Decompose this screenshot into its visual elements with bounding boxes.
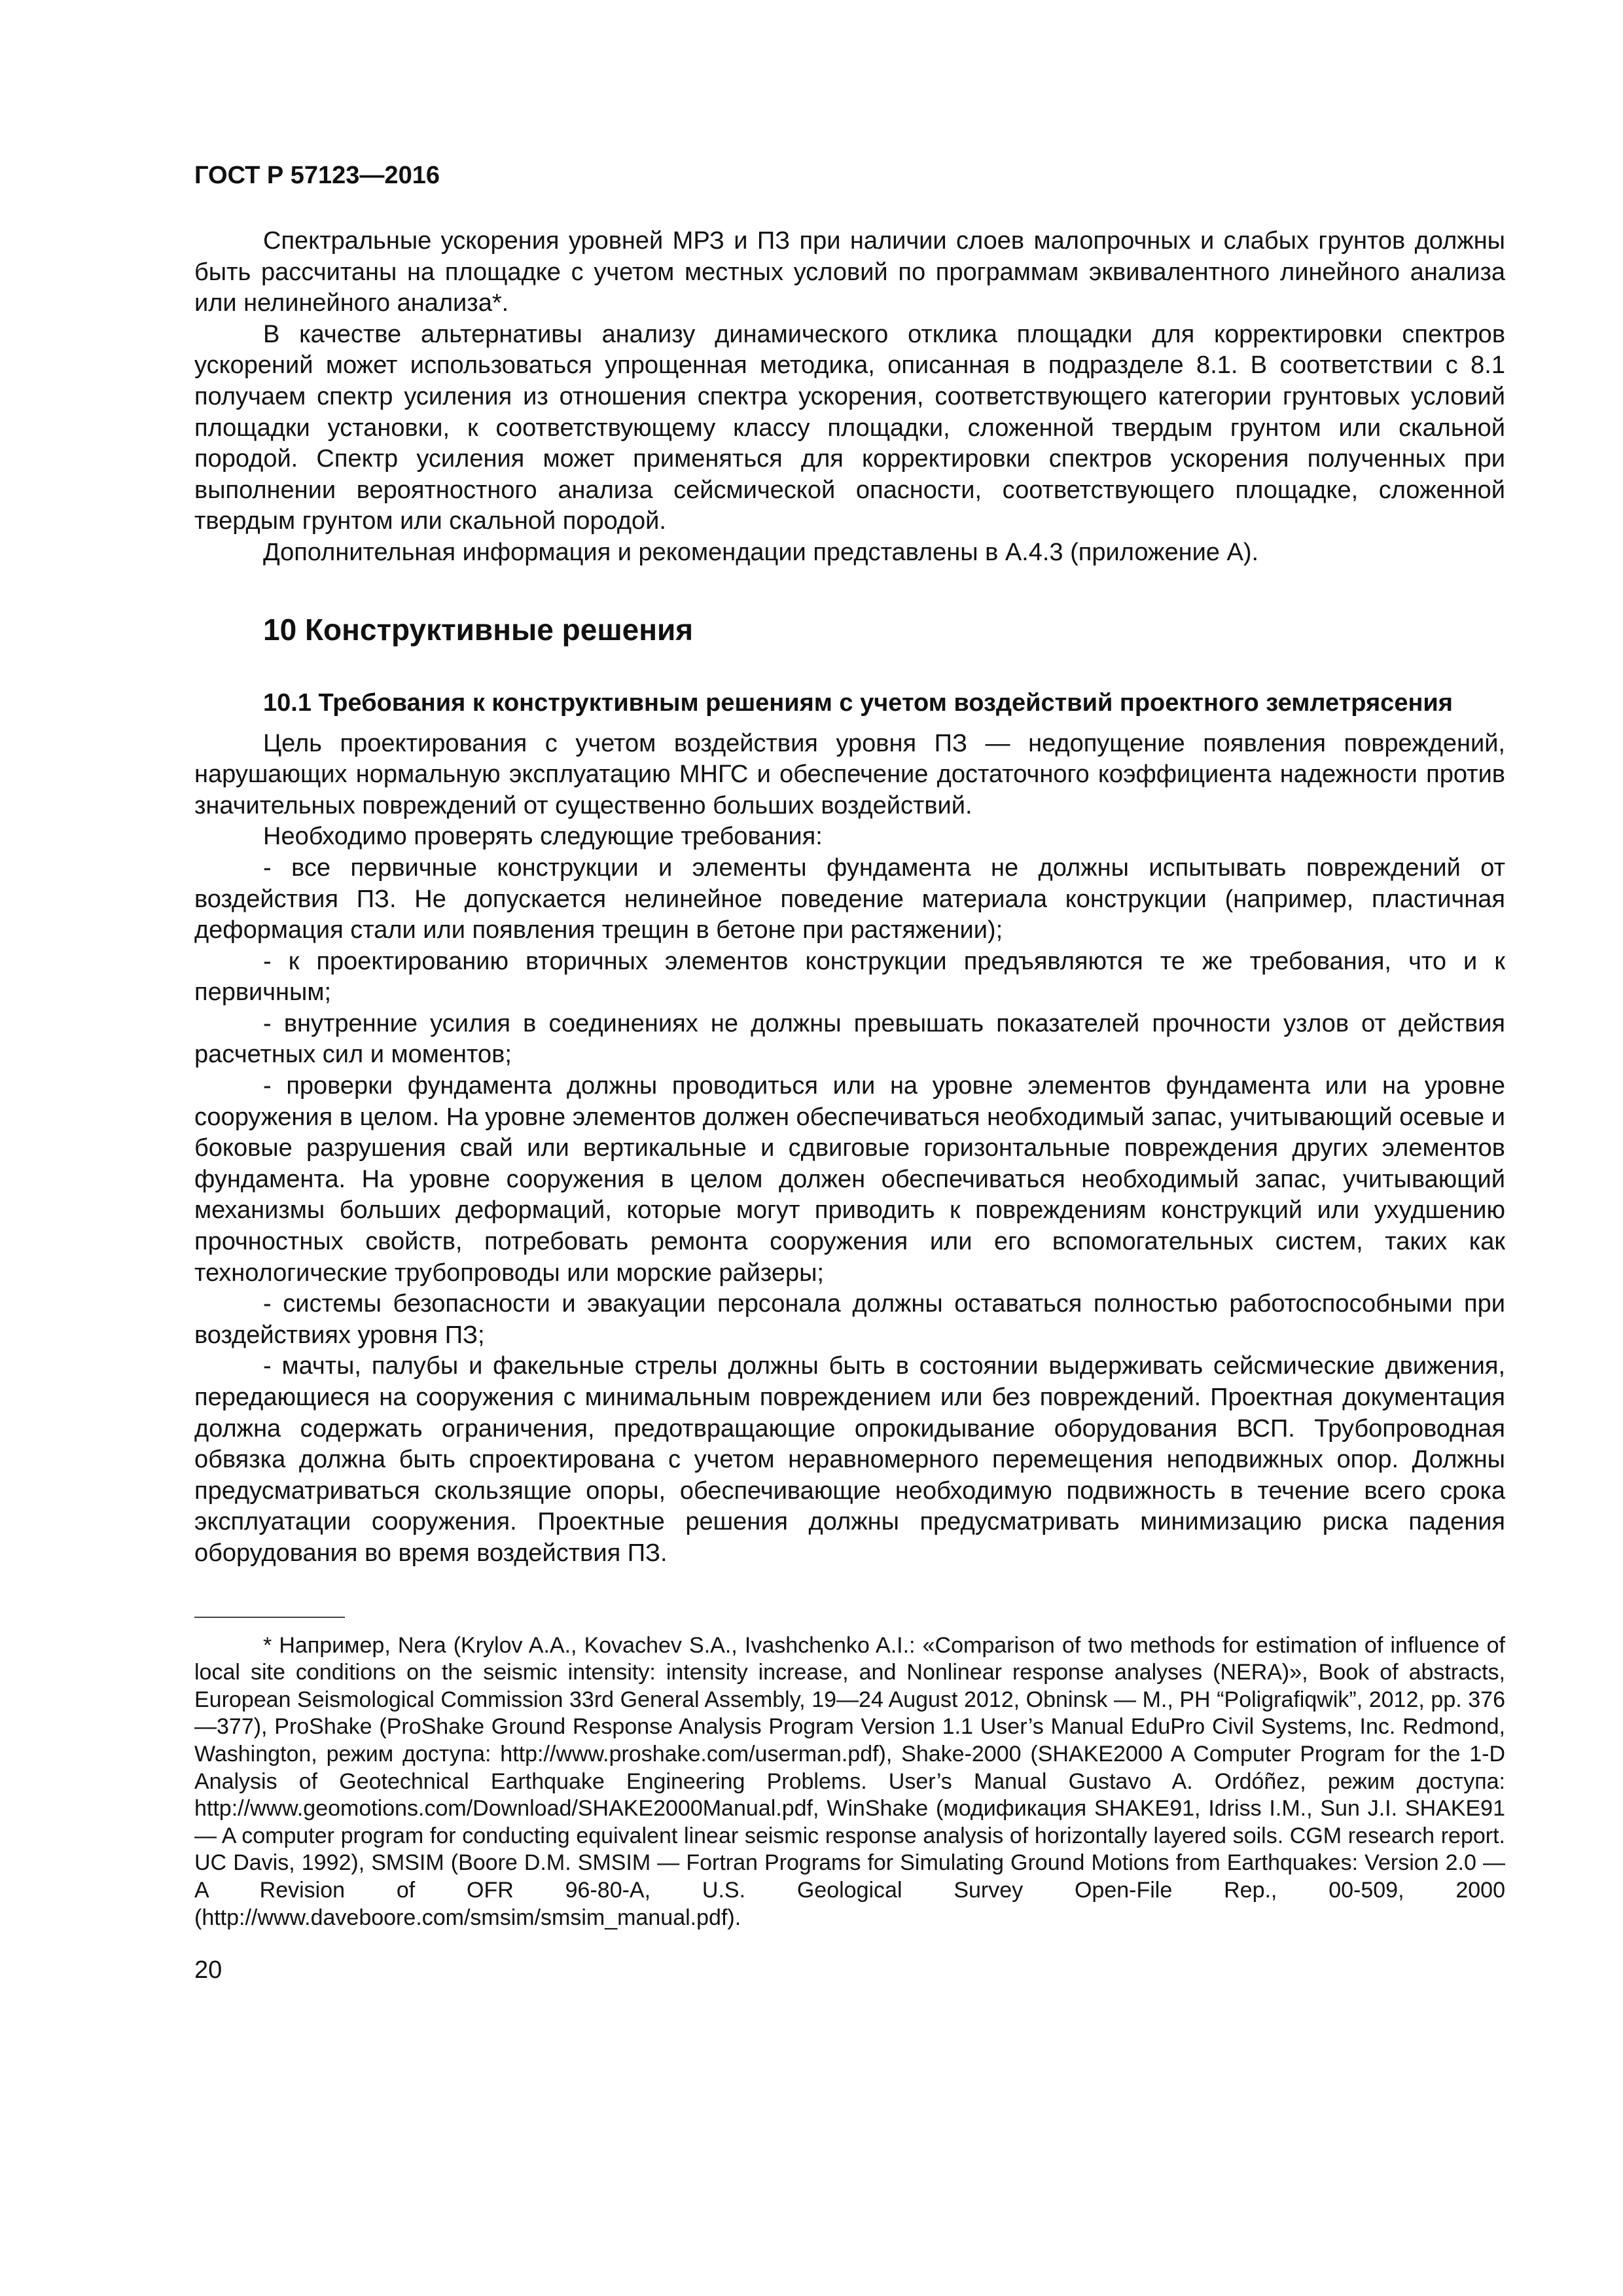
footnote-separator <box>194 1617 345 1618</box>
paragraph: В качестве альтернативы анализу динамического отклика площадки для корректировки спектров ускорений может использоваться упрощенная методика, описанная в подразделе 8.1. В соответствии с 8.1 получаем спектр усиления из отношения спектра ускорения, соответствующего категории грунтовых условий площадки установки, к соответствующему классу площадки, сложенной твердым грунтом или скальной породой. Спектр усиления может применяться для корректировки спектров ускорения полученных при выполнении вероятностного анализа сейсмической опасности, соответствующего площадке, сложенной твердым грунтом или скальной породой. <box>194 320 1505 535</box>
paragraph: Цель проектирования с учетом воздействия уровня ПЗ — недопущение появления повреждений, нарушающих нормальную эксплуатацию МНГС и обеспечение достаточного коэффициента надежности против значительных повреждений от существенно больших воздействий. <box>194 729 1505 819</box>
list-item: - к проектированию вторичных элементов конструкции предъявляются те же требования, что и к первичным; <box>194 947 1505 1007</box>
paragraph: Необходимо проверять следующие требования: <box>263 823 823 851</box>
page-number: 20 <box>194 1956 223 1984</box>
document-header: ГОСТ Р 57123—2016 <box>194 162 440 189</box>
list-item: - системы безопасности и эвакуации персонала должны оставаться полностью работоспособными при воздействиях уровня ПЗ; <box>194 1290 1505 1349</box>
section-heading: 10 Конструктивные решения <box>263 612 694 647</box>
list-item: - проверки фундамента должны проводиться или на уровне элементов фундамента или на уровне сооружения в целом. На уровне элементов должен обеспечиваться необходимый запас, учитывающий осевые и боковые разрушения свай или вертикальные и сдвиговые горизонтальные повреждения других элементов фундамента. На уровне сооружения в целом должен обеспечиваться необходимый запас, учитывающий механизмы больших деформаций, которые могут приводить к повреждениям конструкций или ухудшению прочностных свойств, потребовать ремонта сооружения или его вспомогательных систем, таких как технологические трубопроводы или морские райзеры; <box>194 1072 1505 1287</box>
list-item: - все первичные конструкции и элементы фундамента не должны испытывать повреждений от воздействия ПЗ. Не допускается нелинейное поведение материала конструкции (например, пластичная деформация стали или появления трещин в бетоне при растяжении); <box>194 853 1505 944</box>
paragraph: Спектральные ускорения уровней МРЗ и ПЗ при наличии слоев малопрочных и слабых грунтов должны быть рассчитаны на площадке с учетом местных условий по программам эквивалентного линейного анализа или нелинейного анализа*. <box>194 227 1505 317</box>
list-item: - внутренние усилия в соединениях не должны превышать показателей прочности узлов от действия расчетных сил и моментов; <box>194 1009 1505 1069</box>
subsection-heading: 10.1 Требования к конструктивным решениям с учетом воздействий проектного землетрясения <box>263 689 1453 717</box>
document-page <box>194 160 1505 1985</box>
list-item: - мачты, палубы и факельные стрелы должны быть в состоянии выдерживать сейсмические движения, передающиеся на сооружения с минимальным повреждением или без повреждений. Проектная документация должна содержать ограничения, предотвращающие опрокидывание оборудования ВСП. Трубопроводная обвязка должна быть спроектирована с учетом неравномерного перемещения неподвижных опор. Должны предусматриваться скользящие опоры, обеспечивающие необходимую подвижность в течение всего срока эксплуатации сооружения. Проектные решения должны предусматривать минимизацию риска падения оборудования во время воздействия ПЗ. <box>194 1352 1505 1567</box>
paragraph: Дополнительная информация и рекомендации представлены в А.4.3 (приложение А). <box>263 538 1259 566</box>
footnote: * Например, Nera (Krylov A.A., Kovachev S.A., Ivashchenko A.I.: «Comparison of two methods for estimation of influence of local site conditions on the seismic intensity: intensity increase, and Nonlinear response analyses (NERA)», Book of abstracts, European Seismological Commission 33rd General Assembly, 19—24 August 2012, Obninsk — M., PH “Poligrafiqwik”, 2012, pp. 376—377), ProShake (ProShake Ground Response Analysis Program Version 1.1 User’s Manual EduPro Civil Systems, Inc. Redmond, Washington, режим доступа: http://www.proshake.com/userman.pdf), Shake-2000 (SHAKE2000 A Computer Program for the 1-D Analysis of Geotechnical Earthquake Engineering Problems. User’s Manual Gustavo A. Ordóñez, режим доступа: http://www.geomotions.com/Download/SHAKE2000Manual.pdf, WinShake (модификация SHAKE91, Idriss I.M., Sun J.I. SHAKE91 — A computer program for conducting equivalent linear seismic response analysis of horizontally layered soils. CGM research report. UC Davis, 1992), SMSIM (Boore D.M. SMSIM — Fortran Programs for Simulating Ground Motions from Earthquakes: Version 2.0 — A Revision of OFR 96-80-A, U.S. Geological Survey Open-File Rep., 00-509, 2000 (http://www.daveboore.com/smsim/smsim_manual.pdf). <box>194 1632 1505 1930</box>
